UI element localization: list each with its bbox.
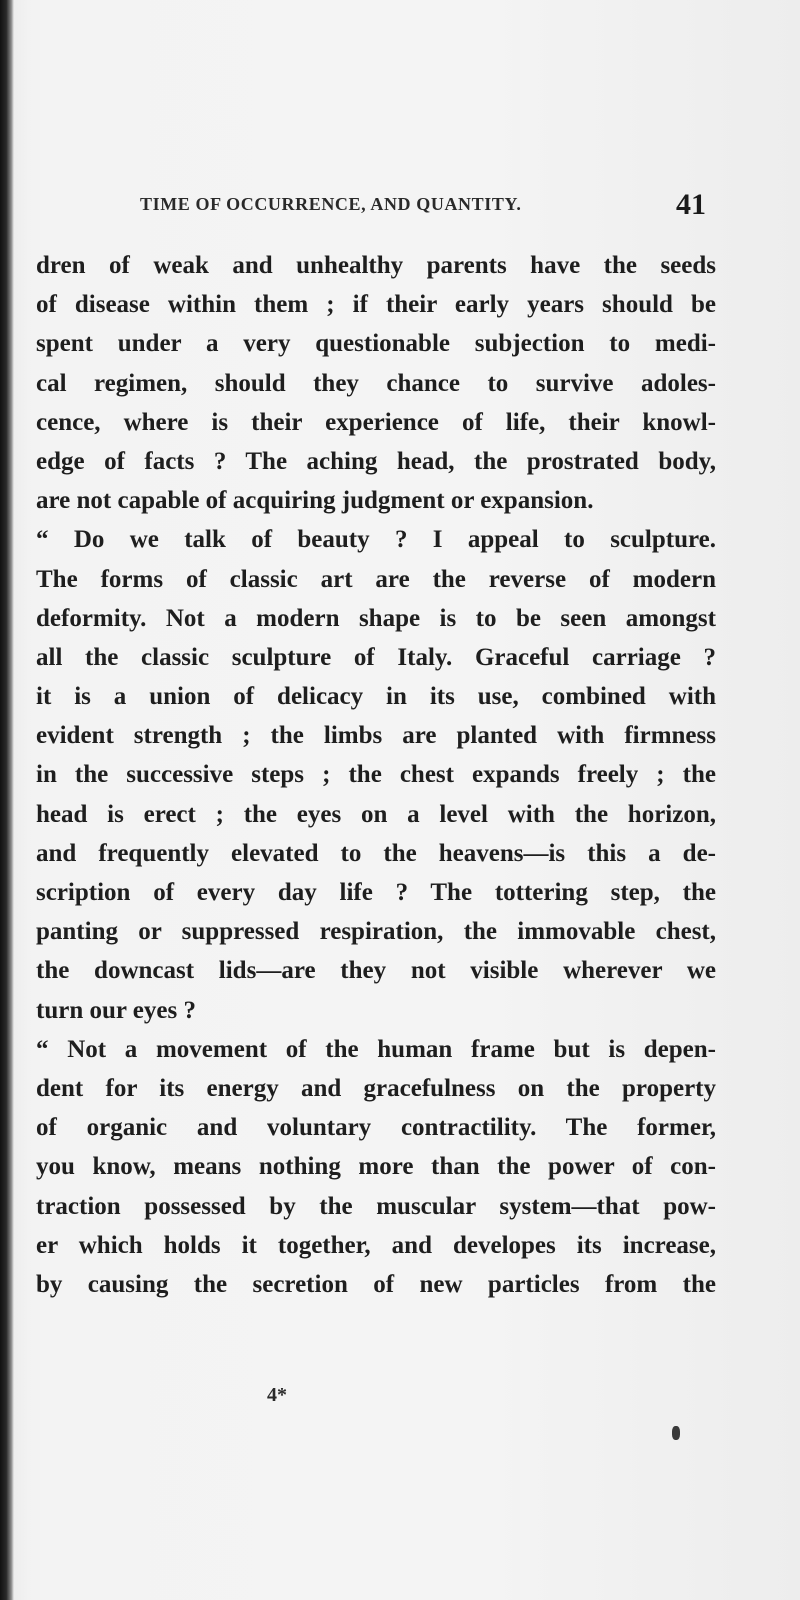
text-line: and frequently elevated to the heavens—is this a de- bbox=[36, 839, 716, 867]
text-line: of organic and voluntary contractility. The former, bbox=[36, 1114, 716, 1142]
text-line: cence, where is their experience of life, their knowl- bbox=[36, 408, 716, 436]
text-line: the downcast lids—are they not visible wherever we bbox=[36, 957, 716, 985]
text-line: cal regimen, should they chance to survive adoles- bbox=[36, 369, 716, 397]
text-line: panting or suppressed respiration, the immovable chest, bbox=[36, 918, 716, 946]
text-line: of disease within them ; if their early years should be bbox=[36, 291, 716, 319]
text-line: evident strength ; the limbs are planted with firmness bbox=[36, 722, 716, 750]
text-line: scription of every day life ? The tottering step, the bbox=[36, 879, 716, 906]
text-line: The forms of classic art are the reverse of modern bbox=[36, 565, 716, 593]
body-text bbox=[36, 246, 716, 1304]
page-number: 41 bbox=[676, 188, 706, 221]
running-title: TIME OF OCCURRENCE, AND QUANTITY. bbox=[140, 194, 522, 214]
text-line: head is erect ; the eyes on a level with the horizon, bbox=[36, 800, 716, 828]
text-line: all the classic sculpture of Italy. Graceful carriage ? bbox=[36, 643, 716, 671]
text-line: deformity. Not a modern shape is to be seen amongst bbox=[36, 604, 716, 632]
text-line: it is a union of delicacy in its use, combined with bbox=[36, 683, 716, 711]
text-line: dren of weak and unhealthy parents have the seeds bbox=[36, 252, 716, 279]
text-line: you know, means nothing more than the power of con- bbox=[36, 1153, 716, 1181]
signature-mark: 4* bbox=[267, 1384, 287, 1406]
running-head bbox=[0, 188, 800, 228]
spine-shadow bbox=[0, 0, 14, 1600]
text-line: turn our eyes ? bbox=[36, 996, 196, 1024]
text-line: traction possessed by the muscular system—that pow- bbox=[36, 1192, 716, 1220]
text-line: dent for its energy and gracefulness on the property bbox=[36, 1074, 716, 1102]
text-line: in the successive steps ; the chest expands freely ; the bbox=[36, 761, 716, 789]
text-line: are not capable of acquiring judgment or expansion. bbox=[36, 487, 594, 515]
text-line: by causing the secretion of new particles from the bbox=[36, 1270, 716, 1298]
text-line: spent under a very questionable subjection to medi- bbox=[36, 330, 716, 358]
text-line: er which holds it together, and developes its increase, bbox=[36, 1231, 716, 1259]
text-line: “ Do we talk of beauty ? I appeal to sculpture. bbox=[36, 526, 716, 554]
ink-speck bbox=[672, 1426, 680, 1440]
text-line: edge of facts ? The aching head, the prostrated body, bbox=[36, 447, 716, 475]
text-line: “ Not a movement of the human frame but is depen- bbox=[36, 1035, 716, 1063]
